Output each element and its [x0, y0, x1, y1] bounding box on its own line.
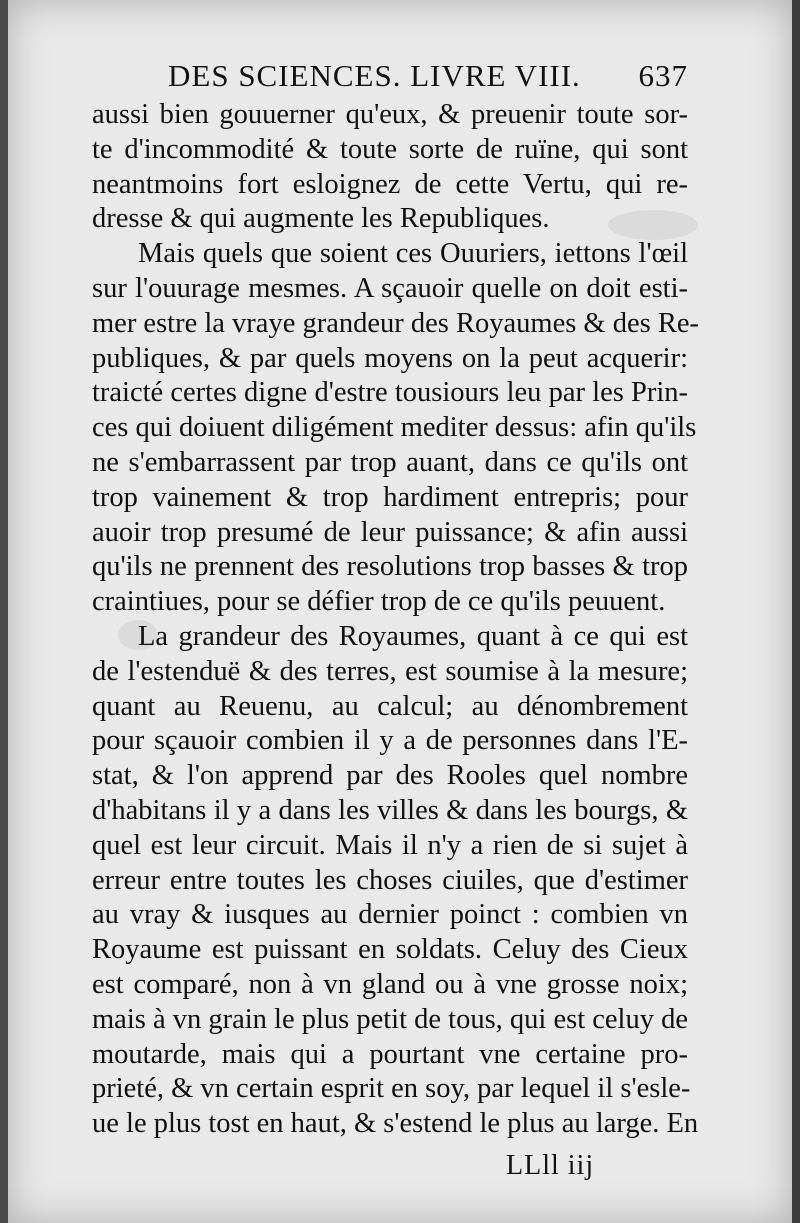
text-line: erreur entre toutes les choses ciuiles, que d'estimer	[92, 864, 688, 896]
text-line: craintiues, pour se défier trop de ce qu'ils peuuent.	[92, 586, 666, 618]
text-line: La grandeur des Royaumes, quant à ce qui est	[138, 620, 688, 652]
page-number: 637	[638, 58, 688, 93]
text-line: pour sçauoir combien il y a de personnes dans l'E-	[92, 725, 688, 757]
text-line: est comparé, non à vn gland ou à vne grosse noix;	[92, 968, 688, 1000]
text-line: moutarde, mais qui a pourtant vne certaine pro-	[92, 1038, 688, 1070]
text-line: aussi bien gouuerner qu'eux, & preuenir toute sor-	[92, 99, 688, 130]
text-line: ue le plus tost en haut, & s'estend le plus au large. En	[92, 1108, 699, 1140]
text-line: ne s'embarrassent par trop auant, dans ce qu'ils ont	[92, 446, 688, 478]
page-header	[168, 58, 688, 98]
text-line: dresse & qui augmente les Republiques.	[92, 203, 550, 235]
text-line: te d'incommodité & toute sorte de ruïne, qui sont	[92, 133, 688, 165]
text-line: d'habitans il y a dans les villes & dans les bourgs, &	[92, 794, 688, 826]
text-line: stat, & l'on apprend par des Rooles quel nombre	[92, 760, 688, 792]
signature-mark: LLll iij	[506, 1150, 595, 1181]
text-line: sur l'ouurage mesmes. A sçauoir quelle on doit esti-	[92, 272, 688, 304]
page-edge-left	[0, 0, 8, 1223]
text-line: mer estre la vraye grandeur des Royaumes & des Re-	[92, 307, 699, 339]
text-line: Royaume est puissant en soldats. Celuy des Cieux	[92, 934, 688, 966]
text-line: publiques, & par quels moyens on la peut acquerir:	[92, 342, 688, 374]
text-line: trop vainement & trop hardiment entrepris; pour	[92, 481, 688, 513]
text-line: mais à vn grain le plus petit de tous, qui est celuy de	[92, 1003, 688, 1035]
text-line: qu'ils ne prennent des resolutions trop basses & trop	[92, 551, 688, 583]
body-text	[92, 98, 699, 1142]
text-line: Mais quels que soient ces Ouuriers, iettons l'œil	[138, 238, 688, 270]
text-line: neantmoins fort esloignez de cette Vertu, qui re-	[92, 168, 688, 200]
text-line: quant au Reuenu, au calcul; au dénombrement	[92, 690, 688, 722]
text-line: quel est leur circuit. Mais il n'y a rien de si sujet à	[92, 829, 688, 861]
text-line: de l'estenduë & des terres, est soumise à la mesure;	[92, 655, 688, 687]
book-page	[8, 0, 792, 1223]
page-edge-right	[792, 0, 800, 1223]
text-line: au vray & iusques au dernier poinct : combien vn	[92, 899, 688, 931]
text-line: traicté certes digne d'estre tousiours leu par les Prin-	[92, 377, 688, 409]
text-line: auoir trop presumé de leur puissance; & afin aussi	[92, 516, 688, 548]
text-line: ces qui doiuent diligément mediter dessus: afin qu'ils	[92, 412, 697, 444]
running-head: DES SCIENCES. LIVRE VIII.	[168, 58, 581, 93]
text-line: prieté, & vn certain esprit en soy, par lequel il s'esle-	[92, 1073, 691, 1105]
